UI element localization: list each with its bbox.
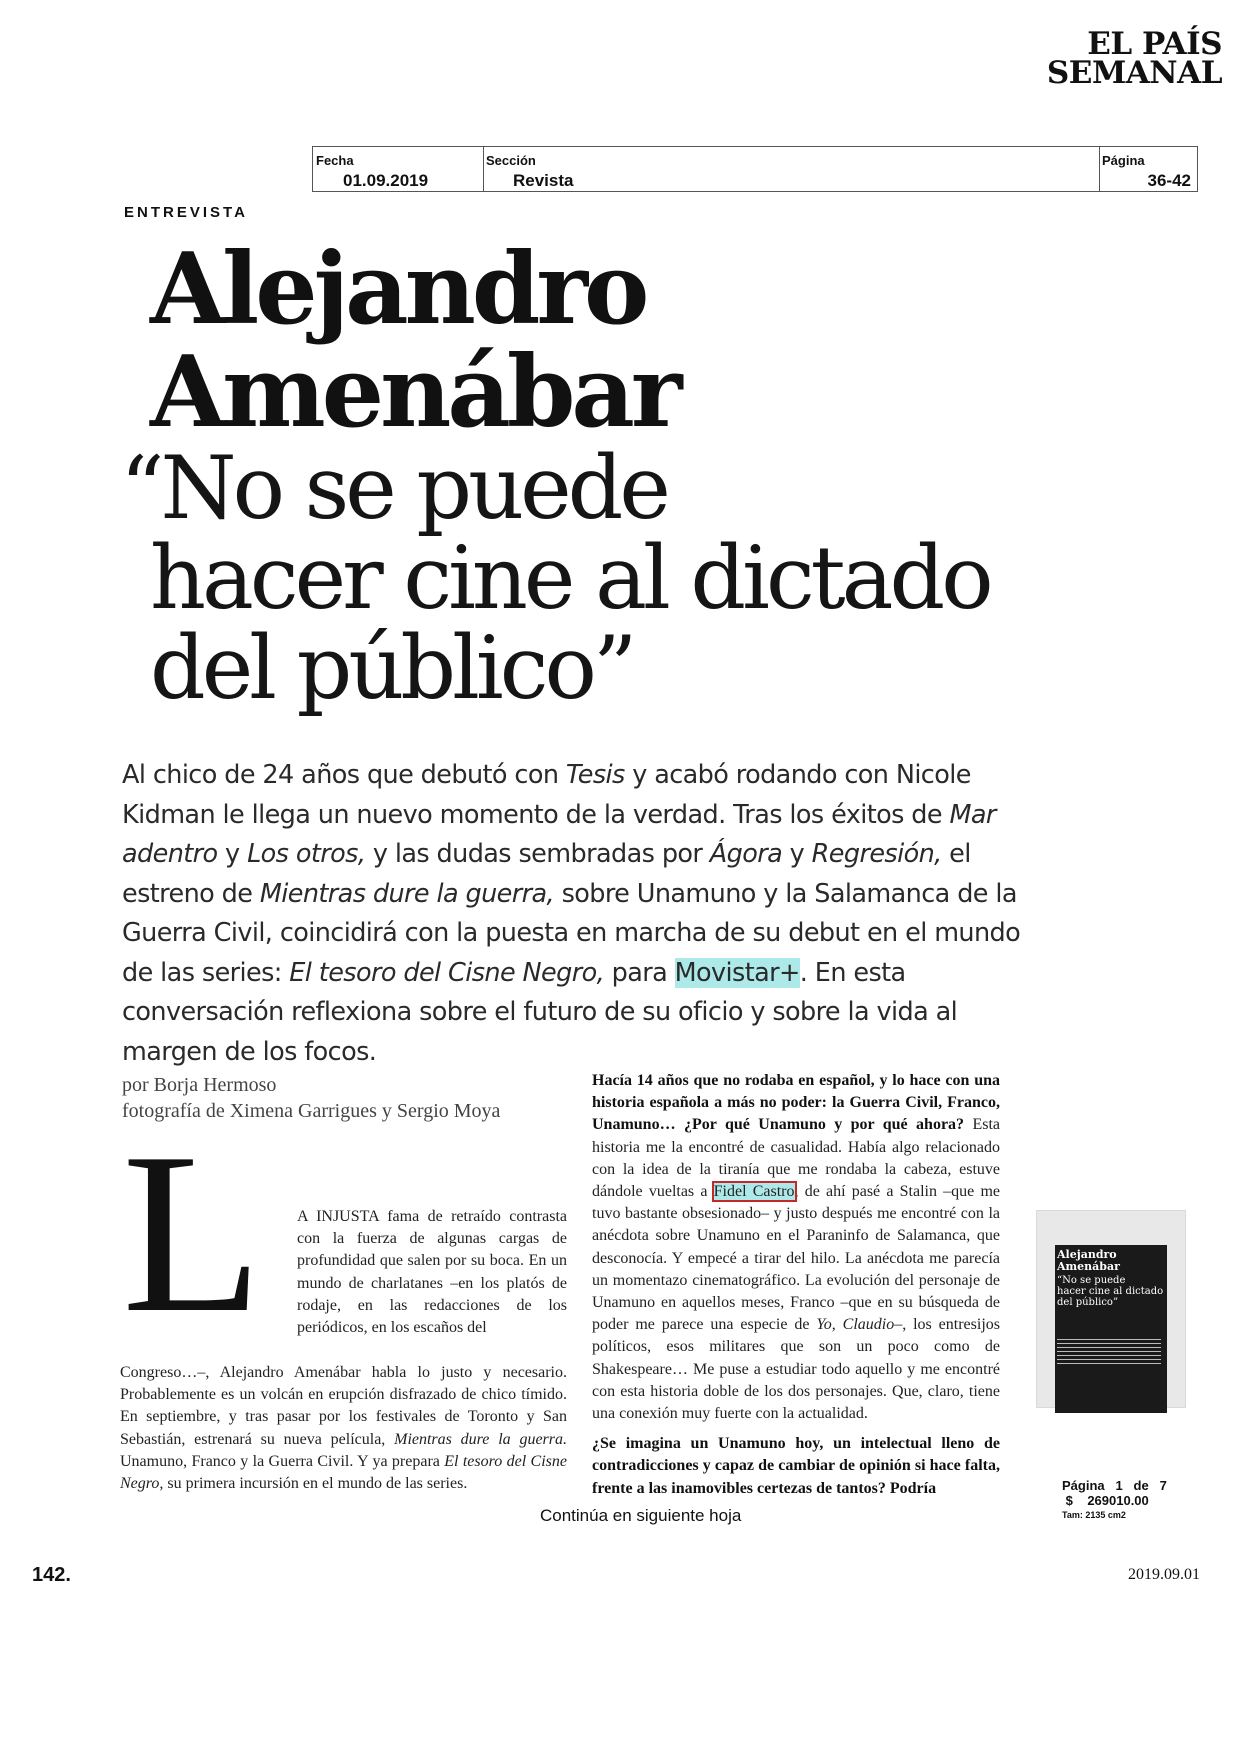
clipping-meta-box: [312, 146, 1198, 192]
body-text: su primera incursión en el mundo de las series.: [163, 1475, 468, 1493]
page-counter: [1062, 1478, 1167, 1493]
ad-value: [1062, 1493, 1167, 1508]
page-of-label: de: [1133, 1478, 1149, 1493]
standfirst-text: y acabó rodando con Nicole Kidman le llega un nuevo momento de la verdad. Tras los éxitos de: [122, 760, 971, 830]
standfirst-title: Tesis: [565, 760, 625, 790]
byline-author: por Borja Hermoso: [122, 1074, 277, 1096]
thumbnail-quote-line: hacer cine al dictado: [1057, 1286, 1164, 1297]
interview-question: ¿Se imagina un Unamuno hoy, un intelectual lleno de contradicciones y capaz de cambiar de opinión si hace falta, frente a las inamovibles certezas de tantos? Podría: [592, 1435, 1000, 1497]
byline-photo: fotografía de Ximena Garrigues y Sergio Moya: [122, 1100, 501, 1122]
seccion-value: Revista: [513, 171, 574, 190]
continues-note: Continúa en siguiente hoja: [540, 1506, 742, 1525]
meta-seccion: [483, 147, 1100, 191]
standfirst-text: . En esta conversación reflexiona sobre el futuro de su oficio y sobre la vida al margen de los focos.: [122, 957, 958, 1067]
currency-symbol: $: [1065, 1493, 1073, 1508]
headline-quote: [120, 437, 990, 719]
standfirst-text: el estreno de: [122, 839, 971, 909]
thumbnail-quote-line: del público”: [1057, 1297, 1119, 1308]
interviewee-name: [150, 232, 679, 450]
page-number: 142.: [32, 1564, 71, 1586]
quote-line2: hacer cine al dictado: [150, 527, 990, 629]
standfirst-text: y: [217, 839, 248, 869]
thumbnail-quote: [1057, 1275, 1163, 1308]
highlighted-term: Movistar+: [674, 957, 800, 988]
thumbnail-title-line: Amenábar: [1057, 1260, 1120, 1273]
section-kicker: ENTREVISTA: [124, 204, 248, 221]
body-title: Mientras dure la guerra.: [394, 1430, 568, 1448]
interview-answer: –, los entresijos políticos, esos militares que son un poco como de Shakespeare… Me puse a estudiar todo aquello y me encontré con esta historia doble de los dos personajes. Que, claro, tiene una conexión muy fuerte con la actualidad.: [592, 1316, 1000, 1423]
meta-fecha: [313, 147, 484, 191]
publication-logo: [1046, 26, 1222, 91]
pagina-label: Página: [1102, 153, 1145, 168]
standfirst-text: y: [782, 839, 812, 869]
quote-line3: del público”: [150, 617, 634, 719]
standfirst-title: Mientras dure la guerra,: [259, 878, 555, 909]
page-thumbnail: [1036, 1210, 1186, 1408]
ad-value-amount: 269010.00: [1087, 1493, 1149, 1508]
body-column1-bottom: [120, 1362, 567, 1495]
standfirst-title: Mar adentro: [122, 799, 996, 869]
body-text: Congreso…–, Alejandro Amenábar habla lo justo y necesario. Probablemente es un volcán en erupción disfrazado de chico tímido. En septiembre, y tras pasar por los festivales de Toronto y San Sebastián, estrenará su nueva película,: [120, 1364, 567, 1448]
fecha-label: Fecha: [316, 153, 354, 168]
standfirst-title: Los otros,: [247, 839, 366, 869]
page-info: [1062, 1478, 1167, 1523]
page-current: 1: [1115, 1478, 1123, 1493]
interview-answer: , de ahí pasé a Stalin –que me tuvo bastante obsesionado– y justo después me encontré con la anécdota sobre Unamuno en el Paraninfo de Salamanca, que desconocía. Y empecé a tirar del hilo. La anécdota me parecía un momentazo cinematográfico. La evolución del personaje de Unamuno en aquellos meses, Franco –que en su búsqueda de poder me parece una especie de: [592, 1183, 1000, 1334]
footer-date: 2019.09.01: [1128, 1566, 1200, 1583]
body-text: Unamuno, Franco y la Guerra Civil. Y ya prepara: [120, 1452, 445, 1470]
quote-line1: “No se puede: [120, 437, 667, 539]
seccion-label: Sección: [486, 153, 536, 168]
drop-cap: L: [122, 1105, 263, 1360]
logo-line1: EL PAÍS: [1087, 26, 1222, 62]
body-column2: [592, 1070, 1000, 1500]
name-line2: Amenábar: [150, 335, 679, 450]
body-title: El tesoro del Cisne Negro,: [120, 1452, 567, 1493]
interview-question: Hacía 14 años que no rodaba en español, y lo hace con una historia española a más no poder: la Guerra Civil, Franco, Unamuno… ¿Por qué Unamuno y por qué ahora?: [592, 1072, 1000, 1134]
page-total: 7: [1159, 1478, 1167, 1493]
page-label: Página: [1062, 1478, 1105, 1493]
thumbnail-title-line: Alejandro: [1057, 1248, 1117, 1261]
standfirst-title: El tesoro del Cisne Negro,: [289, 957, 605, 988]
fecha-value: 01.09.2019: [343, 171, 429, 190]
standfirst-text: sobre Unamuno y la Salamanca de la Guerra Civil, coincidirá con la puesta en marcha de su debut en el mundo de las series:: [122, 878, 1021, 988]
standfirst: [122, 756, 1022, 1072]
thumbnail-quote-line: “No se puede: [1057, 1275, 1126, 1286]
body-column1-top: A INJUSTA fama de retraído contrasta con la fuerza de algunas cargas de profundidad que salen por su boca. En un mundo de charlatanes –en los platós de rodaje, en las redacciones de los periódicos, en los escaños del: [297, 1208, 567, 1337]
highlighted-term: Fidel Castro: [713, 1183, 795, 1201]
standfirst-text: para: [604, 957, 675, 988]
standfirst-title: Regresión,: [811, 839, 942, 869]
logo-line2: SEMANAL: [1046, 55, 1222, 91]
clipping-size: Tam: 2135 cm2: [1062, 1510, 1126, 1520]
thumbnail-text-lines: [1057, 1339, 1161, 1367]
name-line1: Alejandro: [150, 232, 646, 347]
meta-pagina: [1099, 147, 1197, 191]
standfirst-title: Ágora: [709, 839, 783, 869]
standfirst-text: Al chico de 24 años que debutó con: [122, 760, 566, 790]
pagina-value: 36-42: [1147, 171, 1191, 190]
standfirst-text: y las dudas sembradas por: [365, 839, 710, 869]
body-title: Yo, Claudio: [816, 1316, 895, 1334]
thumbnail-title: [1057, 1249, 1120, 1273]
interview-answer: Esta historia me la encontré de casualidad. Había algo relacionado con la idea de la tiranía que me rondaba la cabeza, estuve dándole vueltas a: [592, 1116, 1001, 1201]
